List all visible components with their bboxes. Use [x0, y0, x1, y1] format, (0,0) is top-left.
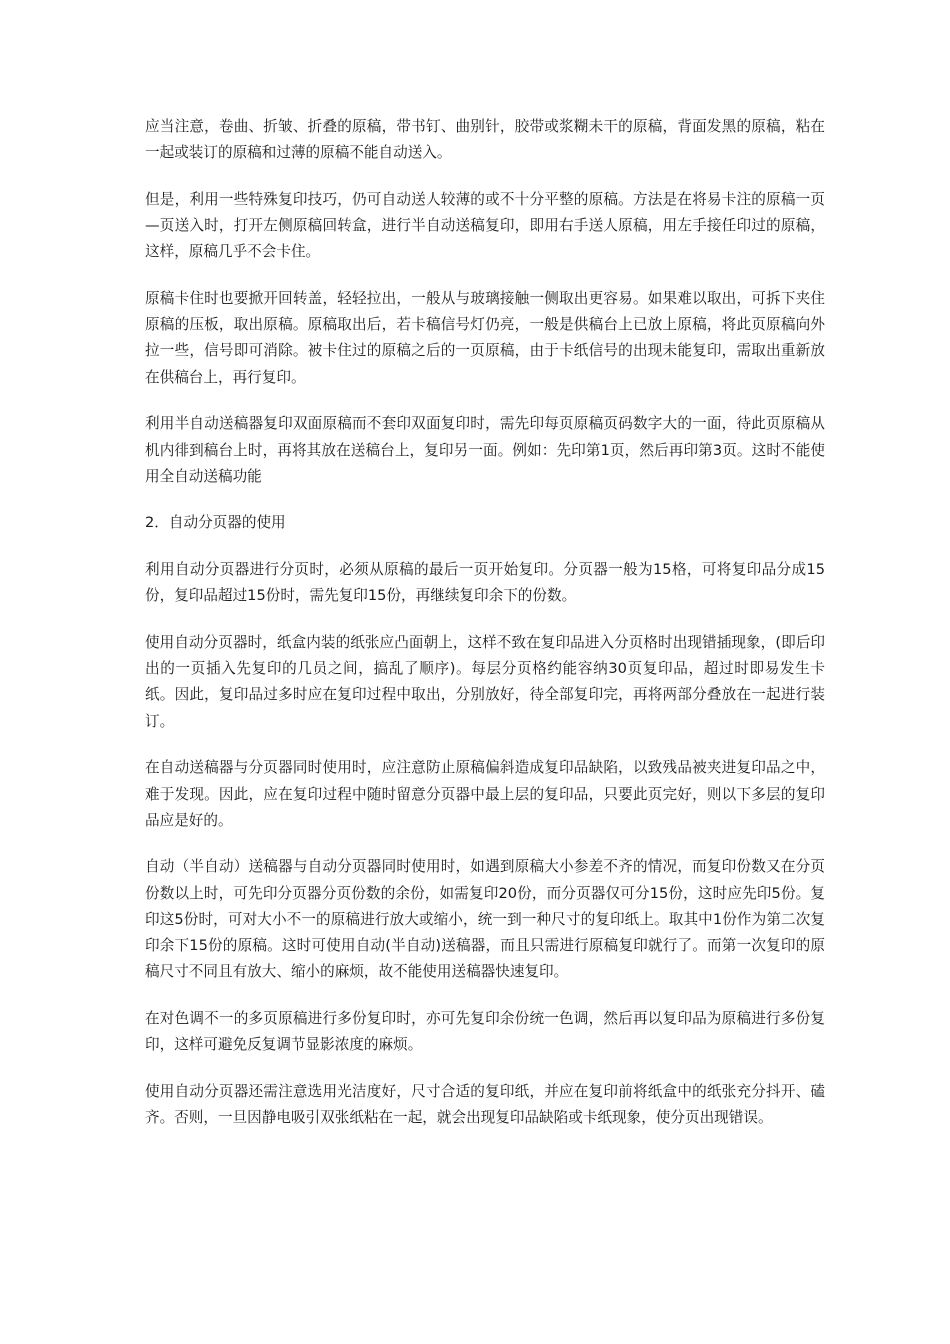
paragraph-color-tone: 在对色调不一的多页原稿进行多份复印时，亦可先复印余份统一色调，然后再以复印品为原稿进行多份复印，这样可避免反复调节显影浓度的麻烦。 — [145, 1009, 825, 1054]
paragraph-mixed-size-originals: 自动（半自动）送稿器与自动分页器同时使用时，如遇到原稿大小参差不齐的情况，而复印份数又在分页份数以上时，可先印分页器分页份数的余份，如需复印20份，而分页器仅可分15份，这时应先印5份。复印这5份时，可对大小不一的原稿进行放大或缩小，统一到一种尺寸的复印纸上。取其中1份作为第二次复印余下15份的原稿。这时可使用自动(半自动)送稿器，而且只需进行原稿复印就行了。而第一次复印的原稿尺寸不同且有放大、缩小的麻烦，故不能使用送稿器快速复印。 — [145, 858, 825, 981]
paragraph-duplex-originals: 利用半自动送稿器复印双面原稿而不套印双面复印时，需先印每页原稿页码数字大的一面，待此页原稿从机内徘到稿台上时，再将其放在送稿台上，复印另一面。例如：先印第1页，然后再印第3页。这时不能使用全自动送稿功能 — [145, 415, 825, 485]
section-heading-sorter: 2．自动分页器的使用 — [145, 514, 286, 532]
paragraph-jam-removal: 原稿卡住时也要掀开回转盖，轻轻拉出，一般从与玻璃接触一侧取出更容易。如果难以取出，可拆下夹住原稿的压板，取出原稿。原稿取出后，若卡稿信号灯仍亮，一般是供稿台上已放上原稿，将此页原稿向外拉一些，信号即可消除。被卡住过的原稿之后的一页原稿，由于卡纸信号的出现未能复印，需取出重新放在供稿台上，再行复印。 — [145, 290, 825, 386]
paragraph-paper-selection: 使用自动分页器还需注意选用光洁度好，尺寸合适的复印纸，并应在复印前将纸盒中的纸张充分抖开、磕齐。否则，一旦因静电吸引双张纸粘在一起，就会出现复印品缺陷或卡纸现象，使分页出现错误。 — [145, 1082, 825, 1127]
document-body — [145, 114, 825, 1152]
paragraph-sorter-start: 利用自动分页器进行分页时，必须从原稿的最后一页开始复印。分页器一般为15格，可将复印品分成15份，复印品超过15份时，需先复印15份，再继续复印余下的份数。 — [145, 561, 825, 605]
paragraph-original-restrictions: 应当注意，卷曲、折皱、折叠的原稿，带书钉、曲别针，胶带或浆糊未干的原稿，背面发黑的原稿，粘在一起或装订的原稿和过薄的原稿不能自动送入。 — [145, 118, 825, 162]
paragraph-sorter-paper-orientation: 使用自动分页器时，纸盒内装的纸张应凸面朝上，这样不致在复印品进入分页格时出现错插现象，(即后印出的一页插入先复印的几员之间，搞乱了顺序)。每层分页格约能容纳30页复印品，超过时即易发生卡纸。因此，复印品过多时应在复印过程中取出，分别放好，待全部复印完，再将两部分叠放在一起进行装订。 — [145, 634, 825, 730]
paragraph-feeder-and-sorter: 在自动送稿器与分页器同时使用时，应注意防止原稿偏斜造成复印品缺陷，以致残品被夹进复印品之中，难于发现。因此，应在复印过程中随时留意分页器中最上层的复印品，只要此页完好，则以下多层的复印品应是好的。 — [145, 759, 825, 829]
paragraph-thin-originals-technique: 但是，利用一些特殊复印技巧，仍可自动送人较薄的或不十分平整的原稿。方法是在将易卡注的原稿一页—页送入时，打开左侧原稿回转盒，进行半自动送稿复印，即用右手送人原稿，用左手接任印过的原稿，这样，原稿几乎不会卡住。 — [145, 190, 825, 261]
